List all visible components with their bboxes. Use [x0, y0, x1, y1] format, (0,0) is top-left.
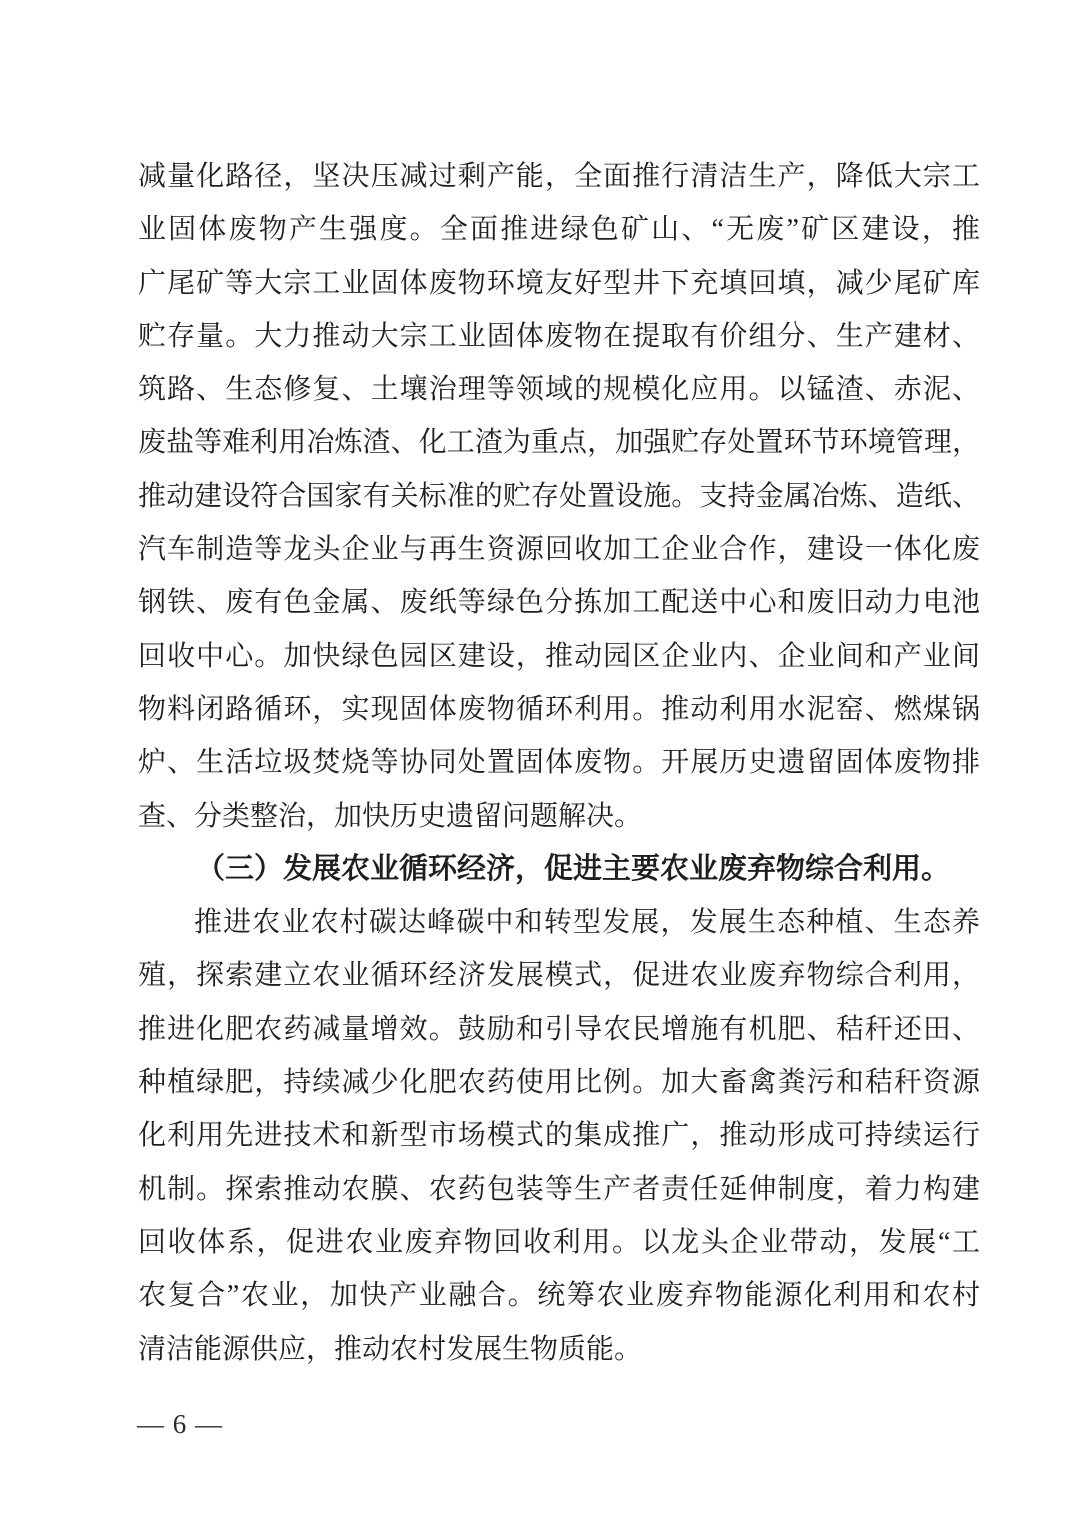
- text-line: 广尾矿等大宗工业固体废物环境友好型井下充填回填，减少尾矿库: [138, 267, 980, 299]
- para-industrial-solid-waste: [138, 150, 980, 843]
- text-line: 炉、生活垃圾焚烧等协同处置固体废物。开展历史遗留固体废物排: [138, 747, 980, 779]
- text-line: 推动建设符合国家有关标准的贮存处置设施。支持金属冶炼、造纸、: [138, 480, 980, 512]
- text-line: 贮存量。大力推动大宗工业固体废物在提取有价组分、生产建材、: [138, 320, 980, 352]
- page-number: — 6 —: [137, 1409, 223, 1439]
- text-line: 化利用先进技术和新型市场模式的集成推广，推动形成可持续运行: [138, 1120, 980, 1152]
- text-line: 机制。探索推动农膜、农药包装等生产者责任延伸制度，着力构建: [138, 1173, 980, 1205]
- text-line: 减量化路径，坚决压减过剩产能，全面推行清洁生产，降低大宗工: [138, 161, 980, 192]
- text-line: 物料闭路循环，实现固体废物循环利用。推动利用水泥窑、燃煤锅: [138, 693, 980, 725]
- text-line: 钢铁、废有色金属、废纸等绿色分拣加工配送中心和废旧动力电池: [138, 587, 980, 619]
- text-line: 农复合”农业，加快产业融合。统筹农业废弃物能源化利用和农村: [138, 1280, 980, 1312]
- text-line: 筑路、生态修复、土壤治理等领域的规模化应用。以锰渣、赤泥、: [138, 374, 980, 406]
- document-text-block: [138, 150, 980, 1376]
- para-agriculture-circular-economy: [138, 896, 980, 1376]
- text-line: 清洁能源供应，推动农村发展生物质能。: [138, 1333, 643, 1365]
- text-line: 推进化肥农药减量增效。鼓励和引导农民增施有机肥、秸秆还田、: [138, 1013, 980, 1045]
- text-line: 殖，探索建立农业循环经济发展模式，促进农业废弃物综合利用，: [138, 960, 980, 992]
- text-line: 回收体系，促进农业废弃物回收利用。以龙头企业带动，发展“工: [138, 1226, 980, 1258]
- text-line: 业固体废物产生强度。全面推进绿色矿山、“无废”矿区建设，推: [138, 214, 980, 246]
- heading-section-three: [138, 843, 980, 896]
- text-line: 推进农业农村碳达峰碳中和转型发展，发展生态种植、生态养: [194, 907, 980, 939]
- text-line: 查、分类整治，加快历史遗留问题解决。: [138, 800, 643, 832]
- text-line: 废盐等难利用冶炼渣、化工渣为重点，加强贮存处置环节环境管理，: [138, 427, 980, 459]
- text-line: 汽车制造等龙头企业与再生资源回收加工企业合作，建设一体化废: [138, 534, 980, 566]
- text-line: （三）发展农业循环经济，促进主要农业废弃物综合利用。: [196, 852, 951, 885]
- text-line: 回收中心。加快绿色园区建设，推动园区企业内、企业间和产业间: [138, 640, 980, 672]
- text-line: 种植绿肥，持续减少化肥农药使用比例。加大畜禽粪污和秸秆资源: [138, 1067, 980, 1099]
